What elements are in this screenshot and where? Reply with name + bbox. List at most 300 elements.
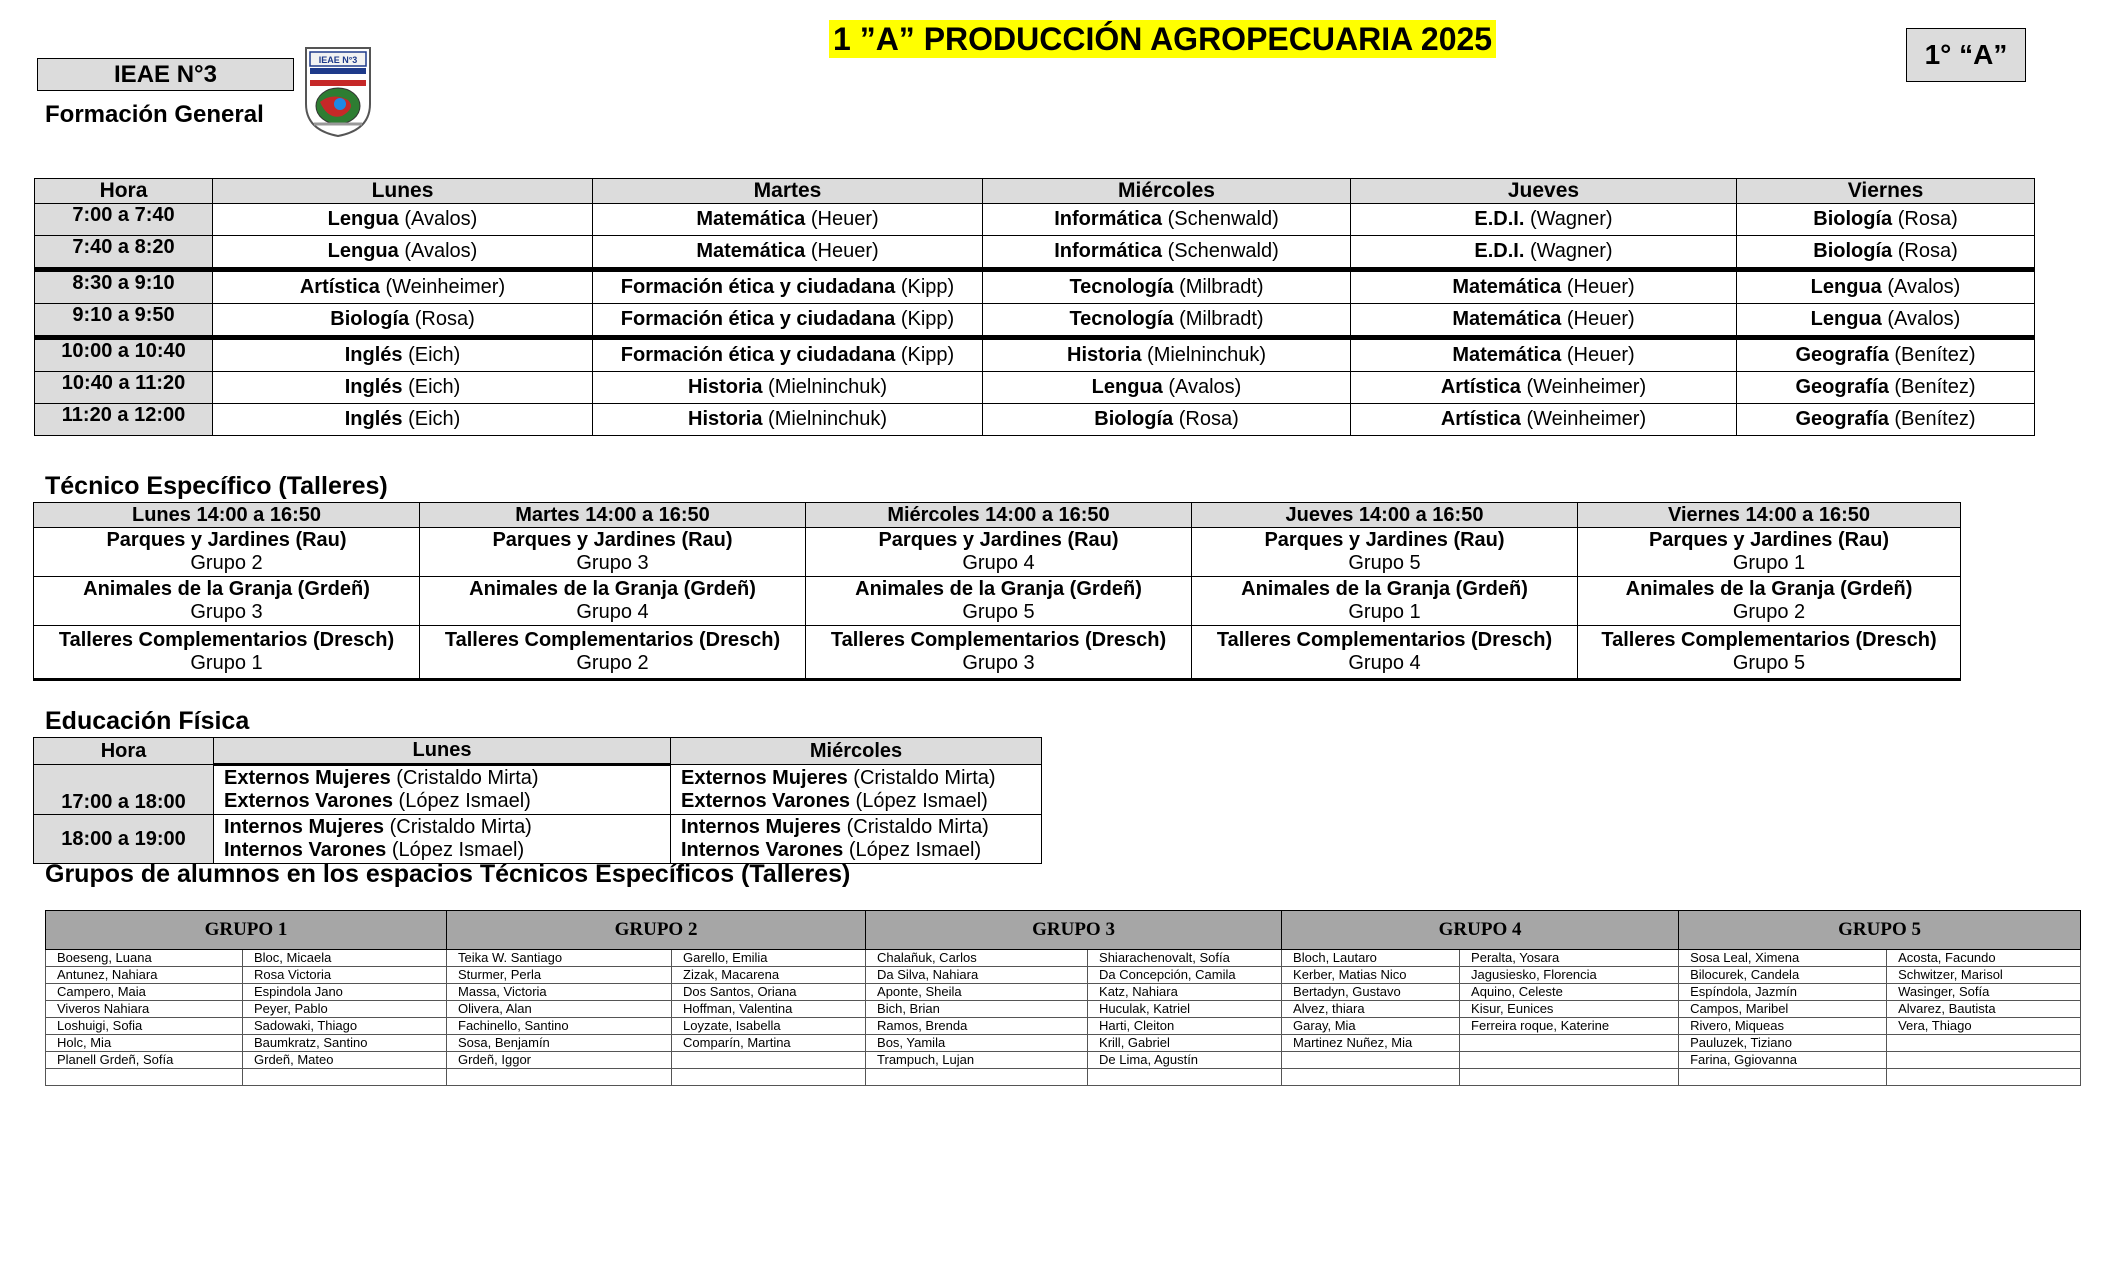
grupo-label: Grupo 1 [1348, 601, 1421, 623]
teacher-name: (Mielninchuk) [768, 408, 887, 430]
class-cell [983, 304, 1351, 338]
student-name: Acosta, Facundo [1887, 950, 2081, 967]
student-name: Bertadyn, Gustavo [1282, 984, 1460, 1001]
student-row [46, 967, 2081, 984]
class-cell [593, 270, 983, 304]
teacher-name: (Benítez) [1894, 408, 1976, 430]
timetable-row [35, 304, 2035, 338]
time-slot: 18:00 a 19:00 [34, 815, 214, 864]
edfis-header-miercoles: Miércoles [671, 738, 1042, 765]
subject-name: Lengua [327, 240, 399, 262]
student-name [672, 1069, 866, 1086]
class-cell [983, 204, 1351, 236]
teacher-name: (Weinheimer) [385, 276, 506, 298]
taller-cell [34, 626, 420, 680]
header-lunes: Lunes [213, 179, 593, 204]
student-name [1887, 1052, 2081, 1069]
group-name: Externos Varones [681, 789, 850, 812]
taller-cell [806, 577, 1192, 626]
class-cell [1351, 204, 1737, 236]
subject-name: Formación ética y ciudadana [620, 344, 896, 366]
student-name: Trampuch, Lujan [866, 1052, 1088, 1069]
subject-name: Historia [688, 376, 763, 398]
taller-name: Parques y Jardines (Rau) [1264, 529, 1505, 551]
class-cell [1351, 304, 1737, 338]
school-name-box: IEAE N°3 [37, 58, 294, 91]
time-slot: 17:00 a 18:00 [34, 765, 214, 815]
student-name: Campos, Maribel [1679, 1001, 1887, 1018]
subject-name: Historia [1067, 344, 1142, 366]
student-name: Loyzate, Isabella [672, 1018, 866, 1035]
teacher-name: (Rosa) [1897, 240, 1958, 262]
student-name: Dos Santos, Oriana [672, 984, 866, 1001]
student-row [46, 1018, 2081, 1035]
talleres-header-jueves: Jueves 14:00 a 16:50 [1192, 503, 1578, 528]
class-cell [593, 236, 983, 270]
teacher-name: (López Ismael) [855, 789, 988, 812]
grupo-label: Grupo 2 [1732, 601, 1806, 623]
teacher-name: (Cristaldo Mirta) [846, 816, 989, 838]
class-cell [1737, 338, 2035, 372]
student-name: Sturmer, Perla [447, 967, 672, 984]
taller-cell [1192, 626, 1578, 680]
student-name [1460, 1052, 1679, 1069]
student-name: Espíndola, Jazmín [1679, 984, 1887, 1001]
timetable-row [35, 204, 2035, 236]
subject-name: Biología [1813, 208, 1893, 230]
teacher-name: (Heuer) [1566, 344, 1635, 366]
class-cell [213, 236, 593, 270]
teacher-name: (López Ismael) [391, 839, 525, 861]
school-crest-logo [302, 44, 374, 139]
taller-cell [420, 626, 806, 680]
student-name: Sosa, Benjamín [447, 1035, 672, 1052]
group-name: Internos Varones [681, 839, 844, 861]
grupos-header-row [46, 911, 2081, 950]
subject-name: Inglés [344, 344, 403, 366]
student-name: Rivero, Miqueas [1679, 1018, 1887, 1035]
student-name: Olivera, Alan [447, 1001, 672, 1018]
taller-cell [1192, 528, 1578, 577]
student-name [447, 1069, 672, 1086]
talleres-header-miercoles: Miércoles 14:00 a 16:50 [806, 503, 1192, 528]
timetable-row [35, 236, 2035, 270]
taller-name: Parques y Jardines (Rau) [106, 529, 347, 551]
class-cell [983, 338, 1351, 372]
student-name: Campero, Maia [46, 984, 243, 1001]
teacher-name: (Cristaldo Mirta) [853, 766, 996, 789]
student-name: Wasinger, Sofía [1887, 984, 2081, 1001]
header-martes: Martes [593, 179, 983, 204]
student-name: Huculak, Katriel [1088, 1001, 1282, 1018]
class-cell [593, 372, 983, 404]
teacher-name: (López Ismael) [848, 839, 982, 861]
taller-cell [1578, 626, 1961, 680]
student-name [243, 1069, 447, 1086]
teacher-name: (Benítez) [1894, 376, 1976, 398]
taller-name: Animales de la Granja (Grdeñ) [469, 578, 756, 600]
class-cell [1351, 372, 1737, 404]
teacher-name: (Avalos) [404, 208, 478, 230]
grupo-4-header: GRUPO 4 [1282, 911, 1679, 950]
student-name [1282, 1052, 1460, 1069]
group-name: Externos Varones [224, 790, 393, 812]
grupo-label: Grupo 2 [190, 552, 263, 574]
student-name: Grdeñ, Mateo [243, 1052, 447, 1069]
student-name [866, 1069, 1088, 1086]
student-row [46, 984, 2081, 1001]
student-name: Bos, Yamila [866, 1035, 1088, 1052]
grupo-label: Grupo 3 [962, 652, 1035, 674]
taller-name: Talleres Complementarios (Dresch) [1216, 629, 1553, 651]
student-name: Sadowaki, Thiago [243, 1018, 447, 1035]
taller-cell [806, 626, 1192, 680]
talleres-header-viernes: Viernes 14:00 a 16:50 [1578, 503, 1961, 528]
student-name: Espindola Jano [243, 984, 447, 1001]
student-name: Da Silva, Nahiara [866, 967, 1088, 984]
grupos-section-title: Grupos de alumnos en los espacios Técnicos Específicos (Talleres) [45, 860, 851, 888]
talleres-header-row [34, 503, 1961, 528]
class-cell [593, 404, 983, 436]
subject-name: Formación ética y ciudadana [620, 308, 896, 330]
subject-name: Geografía [1795, 376, 1889, 398]
taller-name: Parques y Jardines (Rau) [492, 529, 733, 551]
taller-name: Animales de la Granja (Grdeñ) [1241, 578, 1528, 600]
student-row [46, 1035, 2081, 1052]
student-name: Farina, Ggiovanna [1679, 1052, 1887, 1069]
subject-name: Lengua [1091, 376, 1163, 398]
taller-name: Animales de la Granja (Grdeñ) [855, 578, 1142, 600]
teacher-name: (Schenwald) [1167, 240, 1279, 262]
student-name: Bloch, Lautaro [1282, 950, 1460, 967]
subject-name: Informática [1054, 208, 1163, 230]
logo-text: IEAE N°3 [318, 55, 358, 65]
student-name: Antunez, Nahiara [46, 967, 243, 984]
taller-cell [1192, 577, 1578, 626]
class-cell [983, 270, 1351, 304]
timetable-row [35, 372, 2035, 404]
student-name: Massa, Victoria [447, 984, 672, 1001]
student-name: Ferreira roque, Katerine [1460, 1018, 1679, 1035]
teacher-name: (Heuer) [1566, 276, 1635, 298]
grupo-label: Grupo 1 [190, 652, 263, 674]
student-name: Peralta, Yosara [1460, 950, 1679, 967]
taller-cell [420, 528, 806, 577]
class-cell [213, 372, 593, 404]
student-name: Garello, Emilia [672, 950, 866, 967]
course-badge: 1° “A” [1906, 28, 2026, 82]
teacher-name: (Avalos) [1887, 308, 1961, 330]
taller-row [34, 626, 1961, 680]
page-title: 1 ”A” PRODUCCIÓN AGROPECUARIA 2025 [829, 20, 1496, 58]
student-name: Chalañuk, Carlos [866, 950, 1088, 967]
class-cell [983, 236, 1351, 270]
class-cell [1351, 338, 1737, 372]
edfis-cell-lunes [214, 765, 671, 815]
subject-name: Artística [1440, 376, 1521, 398]
class-cell [1351, 270, 1737, 304]
teacher-name: (Weinheimer) [1526, 376, 1647, 398]
subject-name: Formación ética y ciudadana [620, 276, 896, 298]
grupo-label: Grupo 4 [576, 601, 649, 623]
subject-name: Geografía [1795, 408, 1889, 430]
group-name: Internos Mujeres [224, 816, 385, 838]
teacher-name: (Schenwald) [1167, 208, 1279, 230]
teacher-name: (Avalos) [1887, 276, 1961, 298]
student-name [1679, 1069, 1887, 1086]
student-name: Fachinello, Santino [447, 1018, 672, 1035]
header-viernes: Viernes [1737, 179, 2035, 204]
student-name: Kisur, Eunices [1460, 1001, 1679, 1018]
class-cell [593, 204, 983, 236]
subject-name: Matemática [696, 240, 806, 262]
taller-cell [34, 577, 420, 626]
edfis-header-row [34, 738, 1042, 765]
subject-name: Inglés [344, 408, 403, 430]
educacion-fisica-table [33, 737, 1042, 864]
student-name: Harti, Cleiton [1088, 1018, 1282, 1035]
edfis-header-lunes: Lunes [214, 738, 671, 765]
educacion-fisica-title: Educación Física [45, 707, 250, 735]
class-cell [1737, 404, 2035, 436]
student-name: Martinez Nuñez, Mia [1282, 1035, 1460, 1052]
teacher-name: (Kipp) [900, 344, 955, 366]
teacher-name: (Milbradt) [1179, 276, 1264, 298]
class-cell [213, 270, 593, 304]
teacher-name: (Eich) [408, 376, 461, 398]
teacher-name: (Milbradt) [1179, 308, 1264, 330]
student-name: Kerber, Matias Nico [1282, 967, 1460, 984]
teacher-name: (Benítez) [1894, 344, 1976, 366]
subject-name: Informática [1054, 240, 1163, 262]
subject-name: E.D.I. [1474, 240, 1525, 262]
student-name: Jagusiesko, Florencia [1460, 967, 1679, 984]
edfis-cell-lunes [214, 815, 671, 864]
edfis-cell-miercoles [671, 815, 1042, 864]
student-name: Peyer, Pablo [243, 1001, 447, 1018]
class-cell [1737, 204, 2035, 236]
teacher-name: (Avalos) [1168, 376, 1242, 398]
grupo-2-header: GRUPO 2 [447, 911, 866, 950]
taller-row [34, 528, 1961, 577]
grupo-label: Grupo 2 [576, 652, 649, 674]
student-name: Da Concepción, Camila [1088, 967, 1282, 984]
subject-name: Biología [1094, 408, 1174, 430]
student-name [46, 1069, 243, 1086]
student-name: Planell Grdeñ, Sofía [46, 1052, 243, 1069]
student-name: Holc, Mia [46, 1035, 243, 1052]
grupo-label: Grupo 1 [1732, 552, 1806, 574]
group-name: Externos Mujeres [681, 766, 848, 789]
time-slot: 10:00 a 10:40 [35, 338, 213, 372]
student-name: Bloc, Micaela [243, 950, 447, 967]
teacher-name: (Weinheimer) [1526, 408, 1647, 430]
student-name: Vera, Thiago [1887, 1018, 2081, 1035]
header-jueves: Jueves [1351, 179, 1737, 204]
grupo-1-header: GRUPO 1 [46, 911, 447, 950]
student-name: Hoffman, Valentina [672, 1001, 866, 1018]
class-cell [983, 404, 1351, 436]
subject-name: Matemática [1452, 276, 1562, 298]
student-name: Zizak, Macarena [672, 967, 866, 984]
teacher-name: (Cristaldo Mirta) [389, 816, 532, 838]
taller-name: Talleres Complementarios (Dresch) [830, 629, 1167, 651]
student-name: Boeseng, Luana [46, 950, 243, 967]
student-name: Ramos, Brenda [866, 1018, 1088, 1035]
student-name [1460, 1035, 1679, 1052]
class-cell [1351, 404, 1737, 436]
student-row [46, 1052, 2081, 1069]
student-name: Schwitzer, Marisol [1887, 967, 2081, 984]
student-name: Garay, Mia [1282, 1018, 1460, 1035]
grupos-table [45, 910, 2081, 1086]
student-name [1282, 1069, 1460, 1086]
group-name: Internos Varones [224, 839, 387, 861]
student-name: Pauluzek, Tiziano [1679, 1035, 1887, 1052]
student-name: Grdeñ, Iggor [447, 1052, 672, 1069]
class-cell [983, 372, 1351, 404]
time-slot: 9:10 a 9:50 [35, 304, 213, 338]
student-name [1887, 1035, 2081, 1052]
student-row [46, 1001, 2081, 1018]
shield-icon [302, 44, 374, 139]
subject-name: Inglés [344, 376, 403, 398]
teacher-name: (Wagner) [1529, 240, 1613, 262]
teacher-name: (Rosa) [1897, 208, 1958, 230]
student-name: Alvez, thiara [1282, 1001, 1460, 1018]
student-name: Katz, Nahiara [1088, 984, 1282, 1001]
subject-name: Lengua [1810, 276, 1882, 298]
subject-name: Geografía [1795, 344, 1889, 366]
student-name [1088, 1069, 1282, 1086]
student-name [1887, 1069, 2081, 1086]
class-cell [1737, 236, 2035, 270]
talleres-section-title: Técnico Específico (Talleres) [45, 472, 388, 500]
teacher-name: (Heuer) [1566, 308, 1635, 330]
teacher-name: (Cristaldo Mirta) [396, 767, 539, 789]
class-cell [1737, 270, 2035, 304]
teacher-name: (Rosa) [1178, 408, 1239, 430]
timetable-row [35, 338, 2035, 372]
student-name: Aquino, Celeste [1460, 984, 1679, 1001]
subject-name: E.D.I. [1474, 208, 1525, 230]
subject-name: Lengua [1810, 308, 1882, 330]
class-cell [593, 304, 983, 338]
grupo-label: Grupo 4 [962, 552, 1035, 574]
class-cell [593, 338, 983, 372]
time-slot: 10:40 a 11:20 [35, 372, 213, 404]
subject-name: Artística [299, 276, 380, 298]
edfis-row [34, 765, 1042, 815]
student-name: Viveros Nahiara [46, 1001, 243, 1018]
grupo-3-header: GRUPO 3 [866, 911, 1282, 950]
student-name: Bilocurek, Candela [1679, 967, 1887, 984]
teacher-name: (Heuer) [810, 240, 879, 262]
taller-cell [420, 577, 806, 626]
subject-name: Tecnología [1069, 276, 1174, 298]
class-cell [1737, 304, 2035, 338]
teacher-name: (Mielninchuk) [1147, 344, 1266, 366]
student-name [672, 1052, 866, 1069]
student-name: Sosa Leal, Ximena [1679, 950, 1887, 967]
grupo-label: Grupo 5 [962, 601, 1035, 623]
taller-cell [34, 528, 420, 577]
header-hora: Hora [35, 179, 213, 204]
group-name: Internos Mujeres [681, 816, 842, 838]
teacher-name: (Rosa) [414, 308, 475, 330]
teacher-name: (Eich) [408, 408, 461, 430]
teacher-name: (López Ismael) [398, 790, 531, 812]
edfis-cell-miercoles [671, 765, 1042, 815]
talleres-header-lunes: Lunes 14:00 a 16:50 [34, 503, 420, 528]
subject-name: Matemática [1452, 308, 1562, 330]
taller-name: Talleres Complementarios (Dresch) [58, 629, 395, 651]
student-row [46, 1069, 2081, 1086]
taller-name: Parques y Jardines (Rau) [1648, 529, 1890, 551]
teacher-name: (Avalos) [404, 240, 478, 262]
grupo-label: Grupo 5 [1348, 552, 1421, 574]
taller-cell [1578, 577, 1961, 626]
time-slot: 7:40 a 8:20 [35, 236, 213, 270]
header-miercoles: Miércoles [983, 179, 1351, 204]
teacher-name: (Heuer) [810, 208, 879, 230]
student-name [1460, 1069, 1679, 1086]
subject-name: Biología [330, 308, 410, 330]
student-name: Shiarachenovalt, Sofía [1088, 950, 1282, 967]
class-cell [213, 204, 593, 236]
student-name: Alvarez, Bautista [1887, 1001, 2081, 1018]
student-name: Baumkratz, Santino [243, 1035, 447, 1052]
taller-name: Talleres Complementarios (Dresch) [1601, 629, 1937, 651]
teacher-name: (Eich) [408, 344, 461, 366]
talleres-header-martes: Martes 14:00 a 16:50 [420, 503, 806, 528]
subject-name: Matemática [696, 208, 806, 230]
section-subtitle: Formación General [45, 101, 264, 128]
student-name: Comparín, Martina [672, 1035, 866, 1052]
class-cell [1351, 236, 1737, 270]
class-cell [1737, 372, 2035, 404]
student-name: De Lima, Agustín [1088, 1052, 1282, 1069]
student-name: Teika W. Santiago [447, 950, 672, 967]
time-slot: 8:30 a 9:10 [35, 270, 213, 304]
grupo-label: Grupo 5 [1732, 652, 1806, 674]
taller-name: Animales de la Granja (Grdeñ) [83, 578, 370, 600]
subject-name: Tecnología [1069, 308, 1174, 330]
student-name: Rosa Victoria [243, 967, 447, 984]
taller-name: Talleres Complementarios (Dresch) [444, 629, 781, 651]
grupo-label: Grupo 3 [576, 552, 649, 574]
taller-row [34, 577, 1961, 626]
class-cell [213, 304, 593, 338]
subject-name: Lengua [327, 208, 399, 230]
grupo-label: Grupo 3 [190, 601, 263, 623]
student-name: Krill, Gabriel [1088, 1035, 1282, 1052]
class-cell [213, 338, 593, 372]
teacher-name: (Kipp) [900, 308, 955, 330]
weekly-timetable [34, 178, 2035, 436]
teacher-name: (Wagner) [1529, 208, 1613, 230]
student-name: Loshuigi, Sofia [46, 1018, 243, 1035]
student-row [46, 950, 2081, 967]
time-slot: 11:20 a 12:00 [35, 404, 213, 436]
taller-cell [1578, 528, 1961, 577]
subject-name: Matemática [1452, 344, 1562, 366]
student-name: Bich, Brian [866, 1001, 1088, 1018]
grupo-5-header: GRUPO 5 [1679, 911, 2081, 950]
timetable-row [35, 404, 2035, 436]
student-name: Aponte, Sheila [866, 984, 1088, 1001]
subject-name: Biología [1813, 240, 1893, 262]
